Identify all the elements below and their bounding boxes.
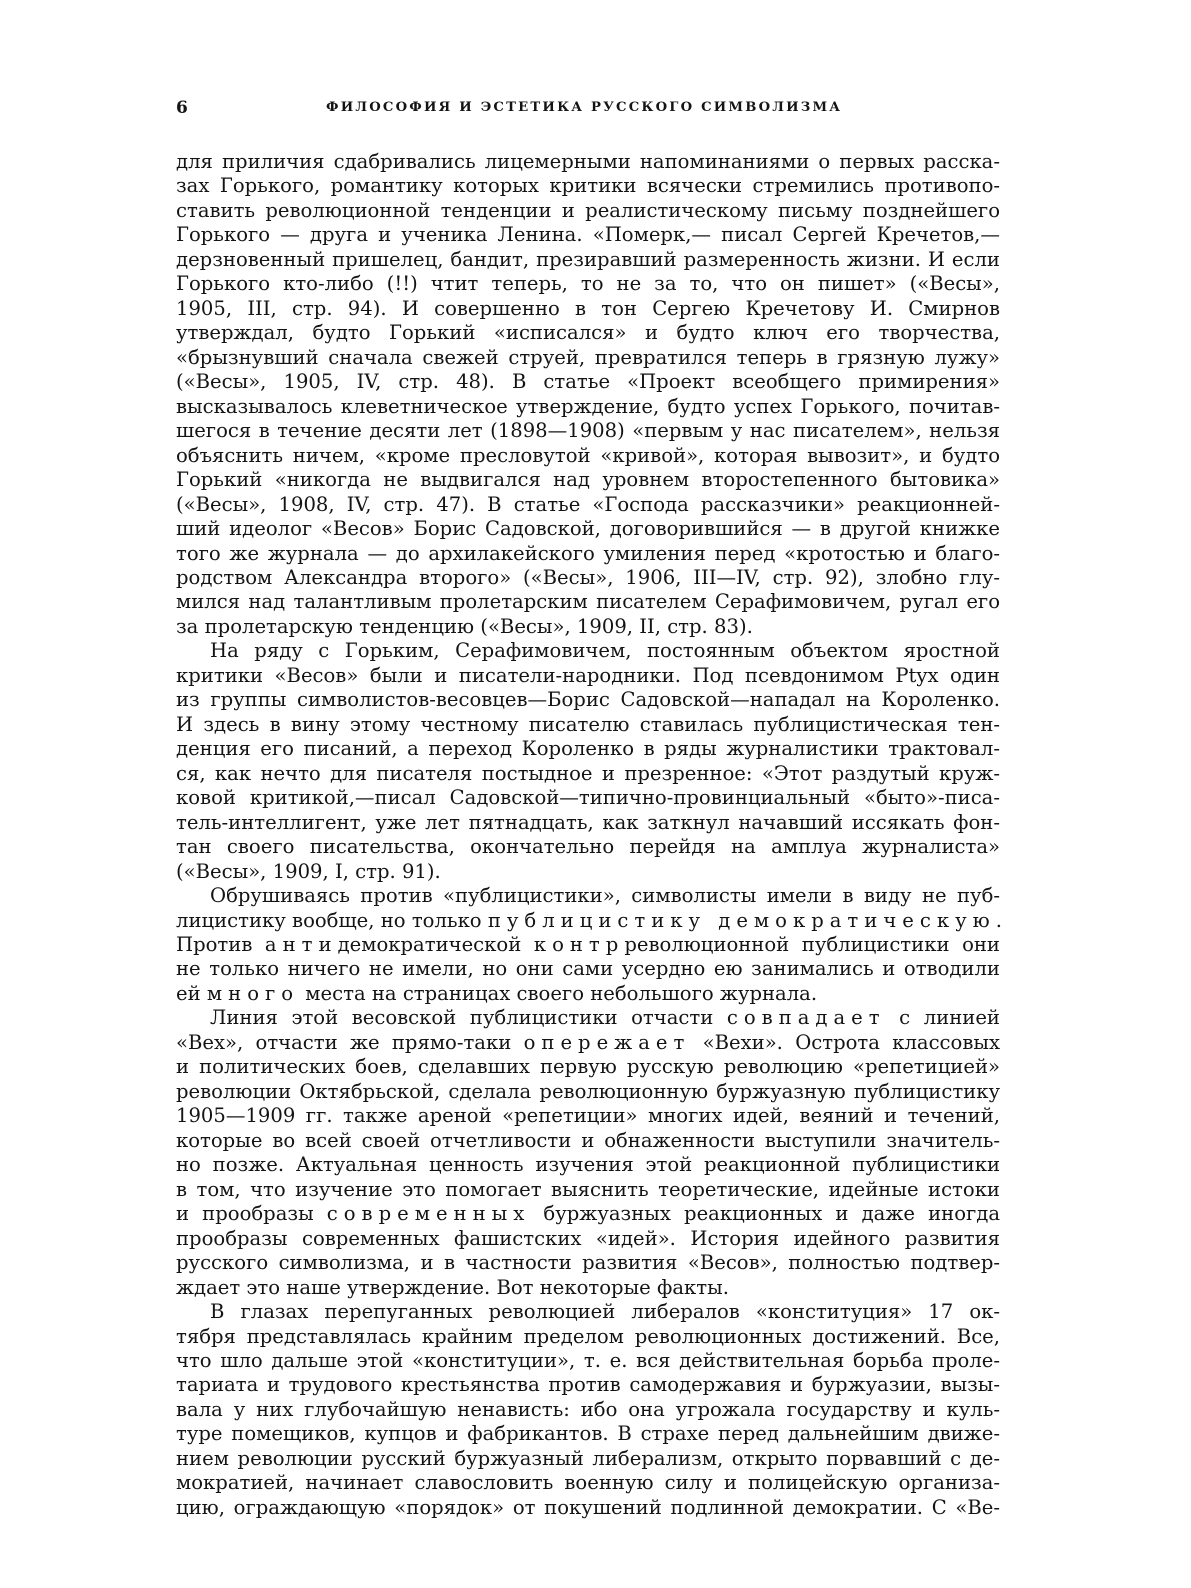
text-segment: демократической (337, 933, 534, 956)
spaced-emphasis: анти (264, 933, 338, 956)
text-line: тариата и трудового крестьянства против самодержавия и буржуазии, вызы- (176, 1373, 1000, 1397)
text-line: цию, ограждающую «порядок» от покушений подлинной демократии. С «Ве- (176, 1495, 1000, 1519)
text-line: ставить революционной тенденции и реалистическому письму позднейшего (176, 198, 1000, 222)
text-segment: «Вехи». Острота классовых (690, 1030, 1001, 1054)
text-line: но позже. Актуальная ценность изучения этой реакционной публицистики (176, 1153, 1000, 1177)
text-segment: места на страницах своего небольшого журнала. (299, 981, 818, 1005)
text-segment: «Вех», отчасти же прямо-таки (176, 1030, 524, 1054)
text-segment: лицистику вообще, но только (176, 908, 488, 932)
spaced-emphasis: публицистику демократическую. (487, 908, 1008, 932)
text-line: русского символизма, и в частности развития «Весов», полностью подтвер- (176, 1251, 1000, 1275)
text-line: утверждал, будто Горький «исписался» и будто ключ его творчества, (176, 321, 1000, 345)
text-line: Горького — друга и ученика Ленина. «Померк,— писал Сергей Кречетов,— (176, 223, 1000, 247)
text-line: денция его писаний, а переход Короленко в ряды журналистики трактовал- (176, 737, 1000, 761)
text-line: мился над талантливым пролетарским писателем Серафимовичем, ругал его (176, 590, 1000, 614)
text-line: ший идеолог «Весов» Борис Садовской, договорившийся — в другой книжке (176, 517, 1000, 541)
text-line: за пролетарскую тенденцию («Весы», 1909, II, стр. 83). (176, 614, 753, 638)
text-line: того же журнала — до архилакейского умиления перед «кротостью и благо- (176, 541, 1000, 565)
text-line: в том, что изучение это помогает выяснить теоретические, идейные истоки (176, 1177, 1000, 1201)
text-line: («Весы», 1908, IV, стр. 47). В статье «Господа рассказчики» реакционней- (176, 492, 1000, 516)
text-line: ковой критикой,—писал Садовской—типично-провинциальный «быто»-писа- (176, 786, 1000, 810)
page-number: 6 (176, 98, 188, 118)
text-line: не только ничего не имели, но они сами усердно ею занимались и отводили (176, 957, 1000, 981)
text-line: мократией, начинает славословить военную силу и полицейскую организа- (176, 1471, 1000, 1495)
text-segment: с линией (885, 1006, 1000, 1030)
text-line: вала у них глубочайшую ненависть: ибо она угрожала государству и куль- (176, 1397, 1000, 1421)
text-line: и политических боев, сделавших первую русскую революцию «репетицией» (176, 1055, 1000, 1079)
text-line: родством Александра второго» («Весы», 1906, III—IV, стр. 92), злобно глу- (176, 565, 1000, 589)
text-line: И здесь в вину этому честному писателю ставилась публицистическая тен- (176, 712, 1000, 736)
text-line (176, 933, 1000, 957)
body-text (176, 150, 1008, 1520)
text-line: («Весы», 1909, I, стр. 91). (176, 859, 441, 883)
text-line (176, 908, 1008, 933)
spaced-emphasis: много (206, 981, 300, 1005)
text-line: Горький «никогда не выдвигался над уровнем второстепенного бытовика» (176, 468, 1000, 492)
text-line: В глазах перепуганных революцией либералов «конституция» 17 ок- (210, 1300, 1000, 1324)
running-title: ФИЛОСОФИЯ И ЭСТЕТИКА РУССКОГО СИМВОЛИЗМА (326, 100, 843, 115)
text-segment: ей (176, 981, 207, 1005)
text-segment: Против (176, 933, 265, 956)
spaced-emphasis: контр (533, 933, 625, 956)
text-line: нием революции русский буржуазный либерализм, открыто порвавший с де- (176, 1446, 1000, 1470)
spaced-emphasis: опережает (523, 1030, 691, 1054)
text-line: зах Горького, романтику которых критики всячески стремились противопо- (176, 174, 1000, 198)
text-line: что шло дальше этой «конституции», т. е. вся действительная борьба проле- (176, 1348, 1000, 1372)
text-line: туре помещиков, купцов и фабрикантов. В страхе перед дальнейшим движе- (176, 1422, 1000, 1446)
text-line: 1905, III, стр. 94). И совершенно в тон Сергею Кречетову И. Смирнов (176, 296, 1000, 320)
text-line: шегося в течение десяти лет (1898—1908) «первым у нас писателем», нельзя (176, 419, 1000, 443)
text-line: ся, как нечто для писателя постыдное и презренное: «Этот раздутый круж- (176, 761, 1000, 785)
text-line: «брызнувший сначала свежей струей, превратился теперь в грязную лужу» (176, 345, 1000, 369)
text-line: ждает это наше утверждение. Вот некоторые факты. (176, 1275, 729, 1299)
text-line: («Весы», 1905, IV, стр. 48). В статье «Проект всеобщего примирения» (176, 370, 1000, 394)
text-line: Обрушиваясь против «публицистики», символисты имели в виду не пуб- (210, 884, 1000, 908)
text-line: объяснить ничем, «кроме пресловутой «кривой», которая вывозит», и будто (176, 443, 1000, 467)
text-line: тября представлялась крайним пределом революционных достижений. Все, (176, 1324, 1000, 1348)
text-line: тель-интеллигент, уже лет пятнадцать, как заткнул начавший иссякать фон- (176, 810, 1000, 834)
text-segment: революционной публицистики они (624, 933, 1000, 956)
spaced-emphasis: современных (326, 1202, 531, 1226)
text-segment: Линия этой весовской публицистики отчасти (210, 1006, 727, 1030)
text-line (176, 982, 1000, 1006)
text-line: которые во всей своей отчетливости и обнаженности выступили значитель- (176, 1128, 1000, 1152)
text-segment: и прообразы (176, 1202, 327, 1226)
text-line: революции Октябрьской, сделала революционную буржуазную публицистику (176, 1079, 1000, 1103)
text-line: высказывалось клеветническое утверждение, будто успех Горького, почитав- (176, 394, 1000, 418)
text-line: тан своего писательства, окончательно перейдя на амплуа журналиста» (176, 835, 1000, 859)
page-header (176, 98, 996, 124)
text-line (176, 1006, 1000, 1030)
spaced-emphasis: совпадает (726, 1006, 886, 1030)
text-line: критики «Весов» были и писатели-народники. Под псевдонимом Ptyx один (176, 663, 1000, 687)
text-line: для приличия сдабривались лицемерными напоминаниями о первых расска- (176, 150, 1000, 173)
text-line: прообразы современных фашистских «идей». История идейного развития (176, 1226, 1000, 1250)
text-line: 1905—1909 гг. также ареной «репетиции» многих идей, веяний и течений, (176, 1104, 1000, 1128)
text-line: На ряду с Горьким, Серафимовичем, постоянным объектом яростной (210, 639, 1000, 663)
text-line (176, 1031, 1000, 1055)
text-line: дерзновенный пришелец, бандит, презиравший размеренность жизни. И если (176, 247, 1000, 271)
text-line: из группы символистов-весовцев—Борис Садовской—нападал на Короленко. (176, 688, 1000, 712)
text-segment: буржуазных реакционных и даже иногда (530, 1202, 1000, 1226)
text-line: Горького кто-либо (!!) чтит теперь, то не за то, что он пишет» («Весы», (176, 272, 1000, 296)
text-line (176, 1202, 1000, 1226)
